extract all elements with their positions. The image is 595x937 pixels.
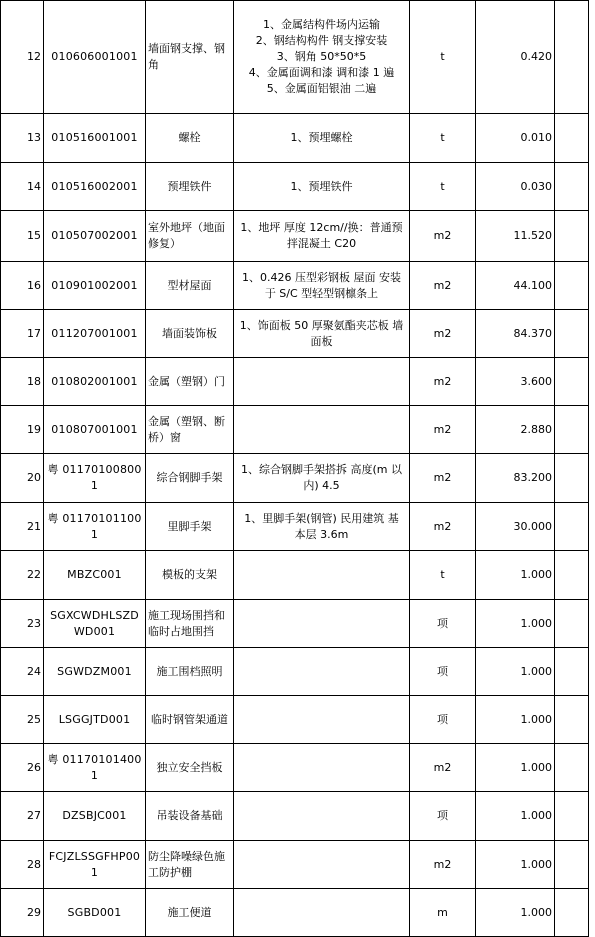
- quantity-cell-text: 2.880: [520, 422, 552, 436]
- item-name-cell-text: 金属（塑钢）门: [148, 374, 225, 388]
- row-number-cell: [1, 792, 44, 841]
- unit-cell: [410, 406, 476, 454]
- item-code-cell-text: 010802001001: [51, 374, 138, 388]
- quantity-cell: [476, 163, 555, 211]
- row-number-cell-text: 19: [27, 422, 41, 436]
- item-features-cell: [234, 889, 410, 937]
- blank-cell: [555, 211, 589, 262]
- table-row: [1, 454, 589, 503]
- quantity-cell: [476, 648, 555, 696]
- item-code-cell-text: 010901002001: [51, 278, 138, 292]
- quantity-cell-text: 0.420: [520, 50, 552, 63]
- item-name-cell: [146, 358, 234, 406]
- item-code-cell-text: FCJZLSSGFHP001: [48, 849, 141, 879]
- item-name-cell: [146, 503, 234, 551]
- quantity-cell: [476, 551, 555, 600]
- item-code-cell: [44, 744, 146, 792]
- quantity-cell-text: 1.000: [520, 760, 552, 774]
- quantity-cell: [476, 696, 555, 744]
- unit-cell: [410, 1, 476, 114]
- quantity-cell: [476, 406, 555, 454]
- row-number-cell-text: 12: [27, 50, 41, 63]
- item-features-cell: [234, 648, 410, 696]
- blank-cell: [555, 1, 589, 114]
- feature-line: 内) 4.5: [303, 479, 340, 492]
- row-number-cell-text: 18: [27, 374, 41, 388]
- quantity-cell: [476, 744, 555, 792]
- feature-line: 1、饰面板 50 厚聚氨酯夹芯板 墙: [239, 318, 404, 332]
- quantity-cell-text: 83.200: [513, 471, 552, 484]
- table-row: [1, 358, 589, 406]
- item-name-cell: [146, 310, 234, 358]
- quantity-cell-text: 1.000: [520, 664, 552, 678]
- item-name-cell: [146, 744, 234, 792]
- item-name-cell: [146, 792, 234, 841]
- item-code-cell-text: SGXCWDHLSZDWD001: [50, 608, 139, 638]
- item-code-cell-text: SGBD001: [67, 905, 122, 919]
- item-code-cell: [44, 792, 146, 841]
- blank-cell: [555, 551, 589, 600]
- row-number-cell-text: 17: [27, 326, 41, 340]
- row-number-cell-text: 27: [27, 809, 41, 822]
- item-name-cell-text: 吊装设备基础: [156, 809, 223, 822]
- item-name-cell-text: 模板的支架: [162, 568, 217, 581]
- item-code-cell: [44, 454, 146, 503]
- item-name-cell: [146, 262, 234, 310]
- table-row: [1, 696, 589, 744]
- unit-cell-text: m: [437, 905, 448, 919]
- blank-cell: [555, 262, 589, 310]
- row-number-cell-text: 21: [27, 519, 41, 533]
- unit-cell: [410, 744, 476, 792]
- unit-cell: [410, 211, 476, 262]
- row-number-cell: [1, 744, 44, 792]
- item-code-cell: [44, 211, 146, 262]
- quantity-cell: [476, 841, 555, 889]
- quantity-cell-text: 1.000: [520, 712, 552, 726]
- item-code-cell: [44, 310, 146, 358]
- quantity-cell-text: 30.000: [513, 519, 552, 533]
- item-features-cell: [234, 841, 410, 889]
- quantity-cell: [476, 114, 555, 163]
- table-row: [1, 551, 589, 600]
- item-name-cell: [146, 648, 234, 696]
- feature-line: 5、金属面铝银油 二遍: [266, 82, 377, 95]
- quantity-cell: [476, 600, 555, 648]
- feature-line: 1、0.426 压型彩钢板 屋面 安装: [242, 270, 401, 284]
- item-code-cell: [44, 551, 146, 600]
- table-row: [1, 211, 589, 262]
- item-features-cell: [234, 454, 410, 503]
- item-features-cell: [234, 744, 410, 792]
- item-features-cell: [234, 406, 410, 454]
- blank-cell: [555, 841, 589, 889]
- table-row: [1, 744, 589, 792]
- item-features-cell: [234, 163, 410, 211]
- item-name-cell-text: 施工便道: [167, 905, 212, 919]
- unit-cell-text: m2: [433, 278, 452, 292]
- item-features-cell: [234, 1, 410, 114]
- unit-cell: [410, 792, 476, 841]
- quantity-cell-text: 1.000: [520, 809, 552, 822]
- row-number-cell: [1, 889, 44, 937]
- item-name-cell-text: 室外地坪（地面修复）: [148, 221, 225, 250]
- item-code-cell: [44, 1, 146, 114]
- item-name-cell-text: 防尘降噪绿色施工防护棚: [148, 849, 225, 879]
- row-number-cell-text: 13: [27, 131, 41, 144]
- unit-cell-text: m2: [433, 229, 452, 242]
- blank-cell: [555, 503, 589, 551]
- unit-cell: [410, 600, 476, 648]
- item-name-cell-text: 墙面装饰板: [162, 326, 217, 340]
- item-code-cell: [44, 696, 146, 744]
- item-code-cell-text: 粤 011701008001: [47, 463, 142, 492]
- item-code-cell: [44, 358, 146, 406]
- row-number-cell: [1, 163, 44, 211]
- quantity-cell-text: 0.010: [520, 131, 552, 144]
- row-number-cell: [1, 454, 44, 503]
- row-number-cell-text: 24: [27, 664, 41, 678]
- item-code-cell: [44, 503, 146, 551]
- row-number-cell-text: 14: [27, 179, 41, 193]
- row-number-cell: [1, 1, 44, 114]
- unit-cell-text: m2: [433, 519, 452, 533]
- row-number-cell: [1, 358, 44, 406]
- blank-cell: [555, 600, 589, 648]
- item-code-cell-text: DZSBJC001: [62, 809, 127, 822]
- item-name-cell: [146, 696, 234, 744]
- item-code-cell-text: 011207001001: [51, 326, 138, 340]
- row-number-cell: [1, 841, 44, 889]
- quantity-cell-text: 44.100: [513, 278, 552, 292]
- item-code-cell: [44, 163, 146, 211]
- item-name-cell-text: 独立安全挡板: [156, 760, 223, 774]
- table-row: [1, 503, 589, 551]
- item-name-cell-text: 金属（塑钢、断桥）窗: [148, 414, 225, 444]
- unit-cell: [410, 551, 476, 600]
- feature-line: 本层 3.6m: [294, 527, 349, 541]
- row-number-cell-text: 25: [27, 712, 41, 726]
- unit-cell-text: m2: [433, 857, 452, 871]
- table-row: [1, 841, 589, 889]
- item-name-cell-text: 型材屋面: [167, 278, 212, 292]
- item-features-cell: [234, 114, 410, 163]
- unit-cell-text: t: [440, 568, 445, 581]
- row-number-cell: [1, 262, 44, 310]
- quantity-cell: [476, 358, 555, 406]
- blank-cell: [555, 792, 589, 841]
- blank-cell: [555, 889, 589, 937]
- quantity-cell: [476, 454, 555, 503]
- table-row: [1, 648, 589, 696]
- item-features-cell: [234, 600, 410, 648]
- feature-line: 1、预埋螺栓: [290, 131, 353, 144]
- feature-line: 拌混凝土 C20: [286, 237, 357, 250]
- item-code-cell-text: LSGGJTD001: [58, 712, 131, 726]
- unit-cell: [410, 841, 476, 889]
- unit-cell: [410, 503, 476, 551]
- feature-line: 4、金属面调和漆 调和漆 1 遍: [248, 66, 395, 79]
- item-name-cell: [146, 551, 234, 600]
- page-edge-rule: [588, 0, 589, 932]
- unit-cell: [410, 310, 476, 358]
- unit-cell: [410, 114, 476, 163]
- item-features-cell: [234, 211, 410, 262]
- quantity-cell: [476, 792, 555, 841]
- item-name-cell: [146, 406, 234, 454]
- unit-cell-text: t: [440, 131, 445, 144]
- item-name-cell: [146, 841, 234, 889]
- quantity-cell-text: 84.370: [513, 326, 552, 340]
- item-code-cell: [44, 262, 146, 310]
- unit-cell-text: m2: [433, 326, 452, 340]
- feature-line: 1、综合钢脚手架搭拆 高度(m 以: [241, 463, 402, 476]
- item-name-cell-text: 临时钢管架通道: [151, 712, 228, 726]
- table-row: [1, 262, 589, 310]
- row-number-cell-text: 23: [27, 616, 41, 630]
- unit-cell: [410, 648, 476, 696]
- item-name-cell: [146, 600, 234, 648]
- quantity-cell: [476, 310, 555, 358]
- item-code-cell-text: 010507002001: [51, 229, 138, 242]
- unit-cell-text: m2: [433, 422, 452, 436]
- quantity-cell-text: 1.000: [520, 616, 552, 630]
- item-features-cell: [234, 503, 410, 551]
- item-name-cell: [146, 163, 234, 211]
- item-code-cell: [44, 406, 146, 454]
- item-name-cell-text: 综合钢脚手架: [156, 471, 223, 484]
- quantity-cell: [476, 262, 555, 310]
- unit-cell-text: 项: [437, 664, 448, 678]
- row-number-cell: [1, 406, 44, 454]
- row-number-cell: [1, 310, 44, 358]
- blank-cell: [555, 163, 589, 211]
- item-code-cell-text: 粤 011701014001: [47, 752, 142, 782]
- feature-line: 1、金属结构件场内运输: [263, 18, 380, 31]
- feature-line: 2、钢结构构件 钢支撑安装: [255, 34, 388, 47]
- row-number-cell-text: 22: [27, 568, 41, 581]
- row-number-cell: [1, 551, 44, 600]
- feature-line: 3、钢角 50*50*5: [276, 50, 367, 63]
- unit-cell: [410, 262, 476, 310]
- feature-line: 于 S/C 型轻型钢檩条上: [264, 286, 379, 300]
- item-code-cell-text: 010516001001: [51, 131, 138, 144]
- feature-line: 1、里脚手架(钢管) 民用建筑 基: [244, 511, 399, 525]
- table-row: [1, 600, 589, 648]
- quantity-cell-text: 11.520: [513, 229, 552, 242]
- blank-cell: [555, 114, 589, 163]
- quantity-cell-text: 3.600: [520, 374, 552, 388]
- feature-line: 1、预埋铁件: [290, 179, 353, 193]
- item-code-cell-text: 010516002001: [51, 179, 138, 193]
- item-name-cell-text: 螺栓: [178, 131, 201, 144]
- row-number-cell-text: 26: [27, 760, 41, 774]
- row-number-cell: [1, 696, 44, 744]
- row-number-cell: [1, 211, 44, 262]
- item-features-cell: [234, 358, 410, 406]
- item-code-cell-text: MBZC001: [67, 568, 122, 581]
- quantity-cell-text: 1.000: [520, 905, 552, 919]
- quantity-cell-text: 1.000: [520, 568, 552, 581]
- table-row: [1, 163, 589, 211]
- blank-cell: [555, 358, 589, 406]
- item-name-cell-text: 施工现场围挡和临时占地围挡: [148, 608, 225, 638]
- feature-line: 面板: [310, 334, 333, 348]
- blank-cell: [555, 648, 589, 696]
- blank-cell: [555, 454, 589, 503]
- row-number-cell: [1, 600, 44, 648]
- item-name-cell-text: 里脚手架: [167, 519, 212, 533]
- quantity-cell: [476, 211, 555, 262]
- feature-line: 1、地坪 厚度 12cm//换：普通预: [240, 221, 403, 234]
- item-code-cell: [44, 648, 146, 696]
- item-features-cell: [234, 310, 410, 358]
- unit-cell-text: m2: [433, 374, 452, 388]
- blank-cell: [555, 310, 589, 358]
- unit-cell: [410, 889, 476, 937]
- item-code-cell: [44, 600, 146, 648]
- table-row: [1, 1, 589, 114]
- row-number-cell-text: 28: [27, 857, 41, 871]
- table-row: [1, 889, 589, 937]
- unit-cell-text: t: [440, 50, 445, 63]
- item-name-cell: [146, 114, 234, 163]
- item-name-cell: [146, 211, 234, 262]
- item-features-cell: [234, 792, 410, 841]
- item-code-cell-text: SGWDZM001: [57, 664, 132, 678]
- table-row: [1, 792, 589, 841]
- row-number-cell-text: 29: [27, 905, 41, 919]
- table-row: [1, 406, 589, 454]
- unit-cell: [410, 358, 476, 406]
- row-number-cell: [1, 648, 44, 696]
- unit-cell: [410, 454, 476, 503]
- unit-cell: [410, 163, 476, 211]
- item-code-cell: [44, 841, 146, 889]
- item-code-cell-text: 010807001001: [51, 422, 138, 436]
- unit-cell-text: t: [440, 179, 445, 193]
- table-row: [1, 114, 589, 163]
- unit-cell-text: 项: [437, 809, 448, 822]
- item-name-cell-text: 墙面钢支撑、钢角: [148, 42, 225, 71]
- item-name-cell-text: 预埋铁件: [167, 179, 212, 193]
- row-number-cell-text: 15: [27, 229, 41, 242]
- item-code-cell-text: 010606001001: [51, 50, 138, 63]
- unit-cell: [410, 696, 476, 744]
- quantity-cell-text: 1.000: [520, 857, 552, 871]
- blank-cell: [555, 406, 589, 454]
- row-number-cell: [1, 114, 44, 163]
- item-name-cell: [146, 454, 234, 503]
- blank-cell: [555, 696, 589, 744]
- item-code-cell-text: 粤 011701011001: [47, 511, 142, 541]
- item-name-cell-text: 施工围档照明: [156, 664, 223, 678]
- blank-cell: [555, 744, 589, 792]
- unit-cell-text: 项: [437, 712, 448, 726]
- item-code-cell: [44, 114, 146, 163]
- quantity-cell-text: 0.030: [520, 179, 552, 193]
- quantity-cell: [476, 1, 555, 114]
- item-features-cell: [234, 696, 410, 744]
- row-number-cell: [1, 503, 44, 551]
- table-body: [1, 1, 589, 937]
- item-name-cell: [146, 1, 234, 114]
- item-name-cell: [146, 889, 234, 937]
- row-number-cell-text: 16: [27, 278, 41, 292]
- table-row: [1, 310, 589, 358]
- item-features-cell: [234, 262, 410, 310]
- row-number-cell-text: 20: [27, 471, 41, 484]
- unit-cell-text: m2: [433, 471, 452, 484]
- quantity-cell: [476, 503, 555, 551]
- item-features-cell: [234, 551, 410, 600]
- item-code-cell: [44, 889, 146, 937]
- unit-cell-text: m2: [433, 760, 452, 774]
- quantity-cell: [476, 889, 555, 937]
- unit-cell-text: 项: [437, 616, 448, 630]
